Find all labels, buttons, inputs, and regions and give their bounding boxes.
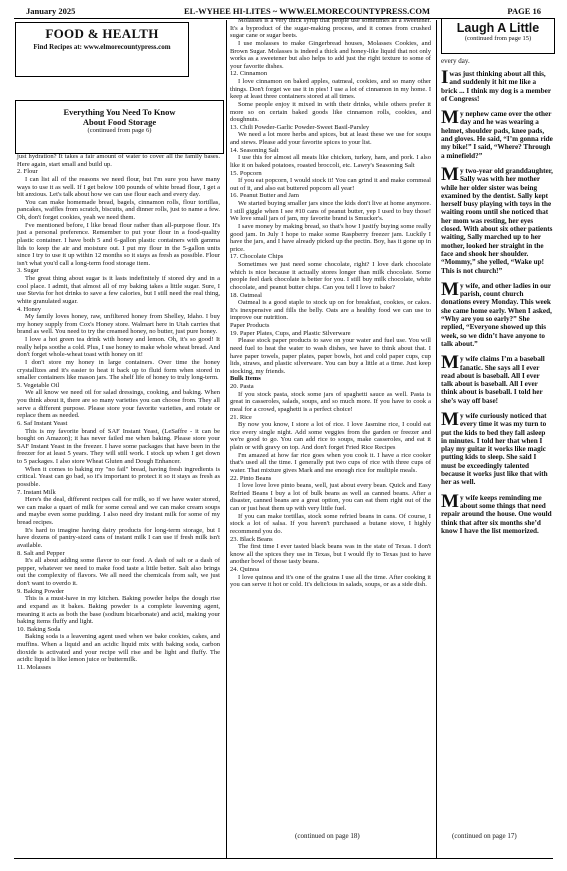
article-paragraph: 12. Cinnamon [230, 70, 268, 78]
drop-cap: M [441, 352, 459, 374]
article-paragraph: We need a lot more herbs and spices, but at least these we use for soups and stews. Please add your favorite spices to your list. [230, 131, 431, 146]
article-paragraph: Here's the deal, different recipes call for milk, so if we have water stored, we can make a quart of milk for some cereal and we can make cream soups and maybe even some pudding. I also need dry instant milk for some of my bread recipes. [17, 496, 220, 526]
joke-item [441, 278, 553, 348]
article-paragraph: 4. Honey [17, 305, 42, 313]
article-paragraph: If you eat popcorn, I would stock it! You can grind it and make cornmeal out of it, and also eat buttered popcorn all year! [230, 177, 431, 192]
article-paragraph: I love quinoa and it's one of the grains I use all the time. After cooking it you can serve it hot or cold. It's delicious in salads, soups, or as a side dish. [230, 573, 431, 589]
article-paragraph: I've mentioned before, I like bread flour rather than all-purpose flour. It's just a personal preference. Remember to put your flour in a food-quality plastic container. I have both 5 and 6-gallon plastic containers with gamma lids to keep the air and moisture out. I put my flour in the 5-gallon units since I try to use it up within 12 months so it stays as fresh as possible. Flour isn't what you'd call a long-term food storage item. [17, 221, 220, 267]
article-paragraph: 21. Rice [230, 413, 252, 421]
article-paragraph: 24. Quinoa [230, 566, 260, 573]
drop-cap: I [441, 67, 449, 88]
article-paragraph: 7. Instant Milk [17, 488, 56, 496]
article-paragraph: When it comes to baking my "no fail" bread, having fresh ingredients is critical. Yeast can go bad, so it's important to protect it so it stays as fresh as possible. [17, 465, 220, 488]
article-paragraph: The great thing about sugar is it lasts indefinitely if stored dry and in a cool place. I admit, that almost all of my baking takes a little sugar. Sure, I use Stevia for hot drinks to save a few calories, but I still need the real thing, white granulated sugar. [17, 275, 220, 305]
article-paragraph: We all know we need oil for salad dressings, cooking, and baking. When you think about it, there are so many varieties you can choose from. They all serve a different purpose. Please store your favorite varieties, and rotate or replace them as needed. [17, 389, 220, 420]
joke-item [441, 490, 553, 535]
drop-cap: M [441, 408, 459, 430]
joke-text: y wife curiously noticed that every time it was my turn to put the kids to bed they fall asleep in minutes. I told her that when I play my guitar it works like magic putting kids to sleep. She said I must be exceedingly talented because it works just like that with her as well. [441, 411, 548, 487]
article-paragraph: 11. Molasses [17, 663, 51, 671]
article-title-line2: About Food Storage [82, 117, 157, 127]
joke-text: y wife keeps reminding me about some things that need repair around the house. One would think that after six months she’d know I have the list memorized. [441, 493, 552, 535]
joke-text: y nephew came over the other day and he was wearing a helmet, shoulder pads, knee pads, and gloves. He said, “I’m gonna ride my bike!” I said, “Where? Through a minefield?” [441, 110, 553, 160]
article-paragraph: 3. Sugar [17, 267, 39, 275]
article-paragraph: My family loves honey, raw, unfiltered honey from Shelley, Idaho. I buy my honey supply from Cox's Honey store. Walmart here in Utah carries that brand as well. You need to try the creamed honey, no butter, just pure honey. [17, 313, 220, 336]
joke-text: y wife claims I’m a baseball fanatic. She says all I ever read about is baseball. All I ever talk about is baseball. All I ever think about is baseball. I told her she’s way off base! [441, 355, 545, 405]
section-subtitle: Find Recipes at: www.elmorecountypress.com [33, 43, 171, 51]
joke-text: was just thinking about all this, and suddenly it hit me like a brick ... I think my dog is a member of Congress! [441, 70, 551, 103]
drop-cap: M [441, 107, 459, 129]
article-paragraph: 15. Popcorn [230, 169, 262, 177]
article-paragraph: 23. Black Beans [230, 535, 273, 543]
drop-cap: M [441, 163, 459, 185]
article-paragraph: just hydration? It takes a fair amount of water to cover all the family bases. Here again, start small and build up. [17, 153, 220, 168]
article-paragraph: I love a hot green tea drink with honey and lemon. Oh, it's so good! It really helps soothe a cold. Plus, I use honey to make whole wheat bread. And don't forget whole-wheat toast with honey on it! [17, 336, 220, 359]
article-title-line1: Everything You Need To Know [63, 107, 176, 117]
article-paragraph: 5. Vegetable Oil [17, 381, 60, 389]
article-paragraph: 6. Saf Instant Yeast [17, 419, 68, 427]
article-paragraph: I love cinnamon on baked apples, oatmeal, cookies, and so many other things. Don't forget we use it in pies! I use a lot of cinnamon in my home. I keep at least three containers stored at all times. [230, 78, 431, 101]
article-paragraph: By now you know, I store a lot of rice. I love Jasmine rice, I could eat rice every single night. Add some veggies from the garden or freezer and we're good to go. You can add rice to soups, make casseroles, and eat it plain or with gravy on top. And don't forget Fried Rice Recipes [230, 421, 431, 451]
article-paragraph: I save money by making bread, so that's how I justify buying some really good jam. In July I hope to make some Raspberry freezer jam. Luckily I have the jars, and I have already picked up the pectin. Boy, has it gone up in price. [230, 222, 431, 253]
section-title: FOOD & HEALTH [45, 26, 159, 41]
joke-text: y two-year old granddaughter, Sally was with her mother while her older sister was being examined by the dentist. Sally kept herself busy playing with toys in the waiting room until she noticed that her mom was resting, her eyes closed. With about six other patients waiting, Sally marched up to her mother, looked her straight in the face and shook her shoulder. “Mommy,” she yelled, “Wake up! This is not church!” [441, 166, 553, 275]
joke-item [441, 67, 553, 103]
article-paragraph: It's hard to imagine having dairy products for long-term storage, but I have dozens of pantry-sized cans of instant milk I can use if fresh milk isn't available. [17, 526, 220, 549]
article-column-2 [230, 17, 431, 589]
joke-item [441, 163, 553, 275]
article-paragraph: Sometimes we just need some chocolate, right? I love dark chocolate which is nice because it actually stores longer than milk chocolate. Some people feel dark chocolate is better for you. I still buy milk chocolate, white chocolate, and peanut butter chips. Can you tell I love to bake? [230, 261, 431, 291]
jokes-continued-on: (continued on page 17) [452, 832, 517, 840]
article-paragraph: 16. Peanut Butter and Jam [230, 192, 299, 200]
article-paragraph: 18. Oatmeal [230, 291, 262, 299]
article-paragraph: Baking soda is a leavening agent used when we bake cookies, cakes, and muffins. When a liquid and an acidic liquid mix with baking soda, carbon dioxide is activated and your recipe will rise and be light and fluffy. The acidic liquid is like lemon juice or buttermilk. [17, 633, 220, 664]
article-paragraph: The first time I ever tasted black beans was in the state of Texas. I don't know all the spices they use in Texas, but I would fly to Texas just to have another bowl of those tasty beans. [230, 543, 431, 566]
article-paragraph: This is my favorite brand of SAF Instant Yeast, (LeSaffre - it can be bought on Amazon); it has never failed me when baking. Please store your SAF Instant Yeast in the freezer. I have some packages that have been in the freezer for at least 5 years. They will still work. I stock up when I get down to 5 packages. I also store Wheat Gluten and Dough Enhancer. [17, 427, 220, 465]
joke-item [441, 352, 553, 405]
food-health-box [15, 22, 189, 77]
article-paragraph: 13. Chili Powder-Garlic Powder-Sweet Basil-Parsley [230, 123, 370, 131]
page-number: PAGE 16 [507, 6, 541, 16]
article-continued-from: (continued from page 6) [87, 127, 152, 134]
page-header [14, 4, 553, 18]
article-paragraph: You can make homemade bread, bagels, cinnamon rolls, flour tortillas, pancakes, waffles from scratch, biscuits, and dinner rolls, just to name a few. Oh, don't forget cookies, yeah we need them. [17, 198, 220, 221]
article-paragraph: I don't store my honey in large containers. Over time the honey crystallizes and it's easier to heat it back up to fluid form when stored in smaller containers like mason jars. The shelf life of honey to truly long-term. [17, 358, 220, 382]
article-paragraph: 8. Salt and Pepper [17, 549, 65, 557]
footer-rule [14, 858, 553, 859]
laugh-title: Laugh A Little [456, 21, 540, 35]
article-paragraph: 17. Chocolate Chips [230, 253, 284, 261]
article-paragraph: 19. Paper Plates, Cups, and Plastic Silverware [230, 329, 351, 337]
article-paragraph: I love love love pinto beans, well, just about every bean. Quick and Easy Refried Beans I buy a lot of bulk beans as well as canned beans. After a disaster, canned beans are a great option, you can eat them right out of the can or just heat them up with very little fuel. [230, 482, 431, 512]
article-paragraph: We started buying smaller jars since the kids don't live at home anymore. I still giggle when I see #10 cans of peanut butter, yep I used to buy those! We love small jars of jam, my favorite brand is Smucker's. [230, 200, 431, 223]
jokes-column [441, 67, 553, 542]
article-paragraph: 22. Pinto Beans [230, 474, 272, 482]
article-paragraph: If you can make tortillas, stock some refried beans in cans. Of course, I stock a lot of salsa. If you haven't purchased a butane stove, I highly recommend you do. [230, 512, 431, 535]
article-paragraph: Paper Products [230, 322, 270, 329]
article-continued-on: (continued on page 18) [295, 832, 360, 840]
joke-text: y wife, and other ladies in our parish, count church donations every Monday. This week she came home early. When I asked, “Why are you so early?” She replied, “Everyone showed up this week, so we didn’t have anyone to talk about.” [441, 281, 552, 348]
drop-cap: M [441, 490, 459, 512]
joke-item [441, 408, 553, 487]
laugh-a-little-box [441, 18, 555, 54]
article-paragraph: 14. Seasoning Salt [230, 146, 279, 154]
column-divider [226, 20, 227, 858]
article-paragraph: I'm amazed at how far rice goes when you cook it. I have a rice cooker that's used all the time. I generally put two cups of rice with three cups of water. That mixture gives Mark and me enough rice for multiple meals. [230, 451, 431, 474]
article-paragraph: Oatmeal is a good staple to stock up on for breakfast, cookies, or cakes. It's inexpensive and fills the belly. Oats are a healthy food we can use to improve our nutrition. [230, 299, 431, 322]
article-paragraph: 10. Baking Soda [17, 625, 61, 633]
jokes-lead: every day. [441, 57, 470, 65]
article-paragraph: 20. Pasta [230, 383, 254, 390]
article-paragraph: Some people enjoy it mixed in with their drinks, while others prefer it more so on certain baked goods like cinnamon rolls, cookies, and doughnuts. [230, 100, 431, 124]
drop-cap: M [441, 278, 459, 300]
article-paragraph: Please stock paper products to save on your water and fuel use. You will need fuel to heat the water to wash dishes, we have to think about that. I have paper towels, paper plates, paper bowls, hot and cold paper cups, cup lids, straws, and plastic silverware. You can buy a little at a time. Just keep stocking, my friends. [230, 337, 431, 375]
article-paragraph: If you stock pasta, stock some jars of spaghetti sauce as well. Pasta is great in casseroles, salads, soups, and so much more. If you have to cook a meal for a crowd, spaghetti is a perfect choice! [230, 390, 431, 413]
joke-item [441, 107, 553, 160]
article-paragraph: It's all about adding some flavor to our food. A dash of salt or a dash of pepper, whatever we need to make food taste a little better. Salt also brings out the complexity of flavors. We all need the chemicals from salt, we just don't want to overdo it. [17, 557, 220, 587]
article-paragraph: This is a must-have in my kitchen. Baking powder helps the dough rise and expand as it bakes. Baking powder is a complete leavening agent, meaning it acts as both the base (sodium bicarbonate) and acid, making your baking items fluffy and light. [17, 595, 220, 626]
column-divider [436, 20, 437, 858]
article-paragraph: Bulk Items [230, 375, 261, 383]
article-paragraph: Molasses is a very thick syrup that people use sometimes as a sweetener. It's a byproduct of the sugar-making process, and it comes from crushed sugar cane or sugar beets. [230, 17, 431, 40]
article-paragraph: I use this for almost all meats like chicken, turkey, ham, and pork. I also like it on baked potatoes, roasted broccoli, etc. Lawry's Seasoning Salt [230, 154, 431, 169]
article-paragraph: 2. Flour [17, 168, 38, 176]
article-column-1 [17, 153, 220, 672]
article-header-box [15, 100, 224, 154]
article-paragraph: 9. Baking Powder [17, 587, 65, 595]
article-paragraph: I can list all of the reasons we need flour, but I'm sure you have many ways to use it as well. If I get below 100 pounds of white bread flour, I get a bit anxious. Let's talk about how we can use flour each and every day. [17, 175, 220, 199]
paper-title: EL-WYHEE HI-LITES ~ WWW.ELMORECOUNTYPRESS.COM [184, 6, 431, 16]
laugh-subtitle: (continued from page 15) [464, 35, 532, 42]
article-paragraph: I use molasses to make Gingerbread houses, Molasses Cookies, and Brown Sugar. Molasses is indeed a thick and honey-like liquid that not only works as a sweetener but also helps to add just the right texture to some of your favorite dishes. [230, 39, 431, 70]
issue-date: January 2025 [26, 6, 76, 16]
